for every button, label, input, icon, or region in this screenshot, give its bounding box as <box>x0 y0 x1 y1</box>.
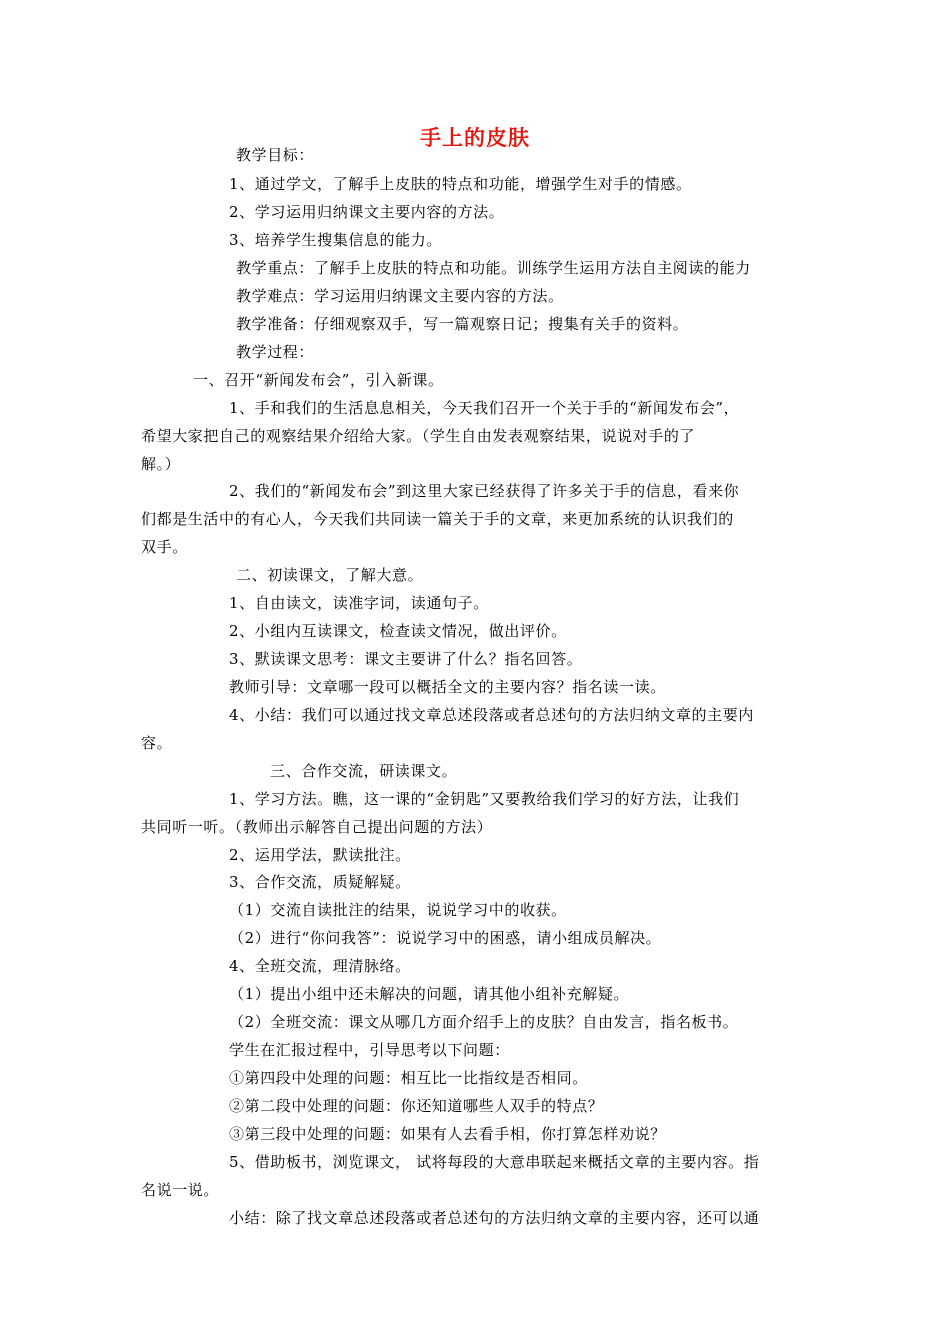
document-title: 手上的皮肤 <box>420 126 530 150</box>
text-line: 教学目标： <box>236 146 315 164</box>
text-line: 2、学习运用归纳课文主要内容的方法。 <box>229 203 505 221</box>
text-line: 教学准备：仔细观察双手，写一篇观察日记；搜集有关手的资料。 <box>236 315 689 333</box>
text-line: 教学重点：了解手上皮肤的特点和功能。训练学生运用方法自主阅读的能力 <box>236 259 751 277</box>
section-heading: 二、初读课文，了解大意。 <box>236 566 424 584</box>
text-line: 学生在汇报过程中，引导思考以下问题： <box>229 1041 510 1059</box>
text-line: 教师引导：文章哪一段可以概括全文的主要内容？指名读一读。 <box>229 678 666 696</box>
text-line: （1）提出小组中还未解决的问题，请其他小组补充解疑。 <box>229 985 630 1003</box>
text-line: 解。） <box>141 455 181 473</box>
text-line: ③第三段中处理的问题：如果有人去看手相，你打算怎样劝说？ <box>229 1125 666 1143</box>
section-heading: 一、召开“新闻发布会”，引入新课。 <box>193 371 444 389</box>
section-heading: 三、合作交流，研读课文。 <box>270 762 458 780</box>
text-line: 们都是生活中的有心人，今天我们共同读一篇关于手的文章，来更加系统的认识我们的 <box>141 510 734 528</box>
text-line: ②第二段中处理的问题：你还知道哪些人双手的特点？ <box>229 1097 604 1115</box>
text-line: 希望大家把自己的观察结果介绍给大家。（学生自由发表观察结果，说说对手的了 <box>141 427 696 445</box>
text-line: （2）进行“你问我答”：说说学习中的困惑，请小组成员解决。 <box>229 929 662 947</box>
text-line: 名说一说。 <box>141 1181 220 1199</box>
text-line: 共同听一听。（教师出示解答自己提出问题的方法） <box>141 818 493 836</box>
text-line: （1）交流自读批注的结果，说说学习中的收获。 <box>229 901 567 919</box>
text-line: 2、我们的“新闻发布会”到这里大家已经获得了许多关于手的信息，看来你 <box>229 482 740 500</box>
text-line: 1、手和我们的生活息息相关，今天我们召开一个关于手的“新闻发布会”， <box>229 399 740 417</box>
text-line: 双手。 <box>141 538 188 556</box>
text-line: 1、学习方法。瞧，这一课的“金钥匙”又要教给我们学习的好方法，让我们 <box>229 790 740 808</box>
text-line: 3、培养学生搜集信息的能力。 <box>229 231 442 249</box>
text-line: 容。 <box>141 734 173 752</box>
text-line: 5、借助板书，浏览课文， 试将每段的大意串联起来概括文章的主要内容。指 <box>229 1153 760 1171</box>
text-line: 2、小组内互读课文，检查读文情况，做出评价。 <box>229 622 567 640</box>
text-line: 1、自由读文，读准字词，读通句子。 <box>229 594 489 612</box>
text-line: ①第四段中处理的问题：相互比一比指纹是否相同。 <box>229 1069 588 1087</box>
text-line: 1、通过学文，了解手上皮肤的特点和功能，增强学生对手的情感。 <box>229 175 692 193</box>
text-line: 3、默读课文思考：课文主要讲了什么？指名回答。 <box>229 650 583 668</box>
text-line: 教学难点：学习运用归纳课文主要内容的方法。 <box>236 287 564 305</box>
text-line: 2、运用学法，默读批注。 <box>229 846 411 864</box>
text-line: （2）全班交流：课文从哪几方面介绍手上的皮肤？自由发言，指名板书。 <box>229 1013 739 1031</box>
text-line: 小结：除了找文章总述段落或者总述句的方法归纳文章的主要内容，还可以通 <box>229 1209 760 1227</box>
text-line: 4、小结：我们可以通过找文章总述段落或者总述句的方法归纳文章的主要内 <box>229 706 754 724</box>
text-line: 教学过程： <box>236 343 315 361</box>
text-line: 3、合作交流，质疑解疑。 <box>229 873 411 891</box>
text-line: 4、全班交流，理清脉络。 <box>229 957 411 975</box>
